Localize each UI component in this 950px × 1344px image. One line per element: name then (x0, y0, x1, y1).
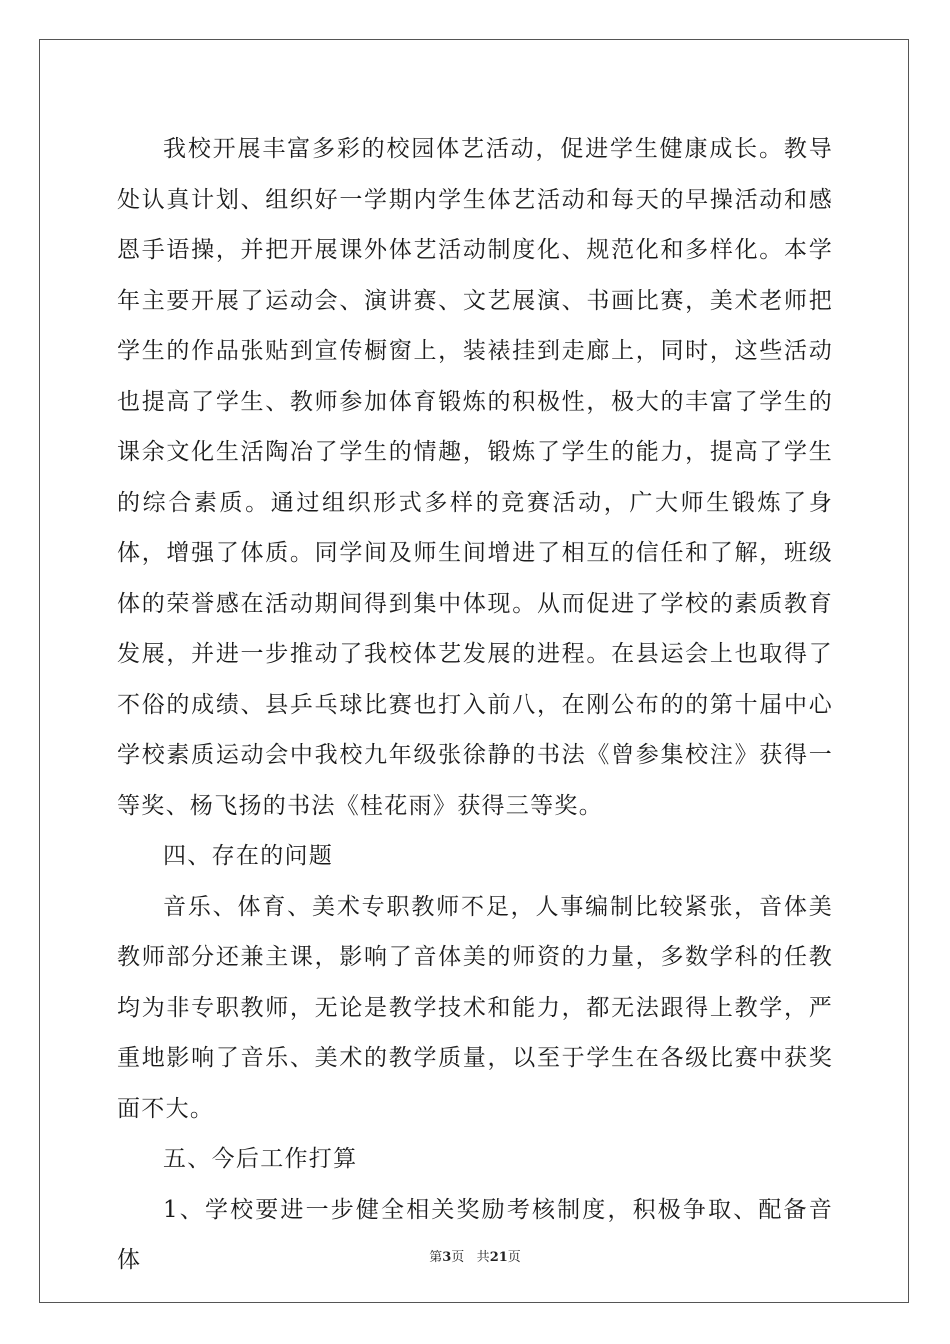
footer-prefix: 第 (429, 1250, 443, 1265)
footer-page-suffix: 页 (451, 1250, 465, 1265)
page-footer (0, 1246, 950, 1265)
document-body (117, 124, 833, 1286)
footer-total-pages: 21 (489, 1250, 508, 1265)
paragraph-activities: 我校开展丰富多彩的校园体艺活动，促进学生健康成长。教导处认真计划、组织好一学期内学生体艺活动和每天的早操活动和感恩手语操，并把开展课外体艺活动制度化、规范化和多样化。本学年主要开展了运动会、演讲赛、文艺展演、书画比赛，美术老师把学生的作品张贴到宣传橱窗上，装裱挂到走廊上，同时，这些活动也提高了学生、教师参加体育锻炼的积极性，极大的丰富了学生的课余文化生活陶冶了学生的情趣，锻炼了学生的能力，提高了学生的综合素质。通过组织形式多样的竞赛活动，广大师生锻炼了身体，增强了体质。同学间及师生间增进了相互的信任和了解，班级体的荣誉感在活动期间得到集中体现。从而促进了学校的素质教育发展，并进一步推动了我校体艺发展的进程。在县运会上也取得了不俗的成绩、县乒乓球比赛也打入前八，在刚公布的的第十届中心学校素质运动会中我校九年级张徐静的书法《曾参集校注》获得一等奖、杨飞扬的书法《桂花雨》获得三等奖。 (117, 136, 833, 819)
footer-total-suffix: 页 (507, 1250, 521, 1265)
heading-future-plans: 五、今后工作打算 (163, 1146, 358, 1172)
paragraph-plan-1: 1、学校要进一步健全相关奖励考核制度，积极争取、配备音体 (117, 1196, 833, 1273)
heading-problems: 四、存在的问题 (163, 843, 334, 869)
footer-total-prefix: 共 (476, 1250, 490, 1265)
footer-page-number: 3 (442, 1250, 452, 1265)
paragraph-problems: 音乐、体育、美术专职教师不足，人事编制比较紧张，音体美教师部分还兼主课，影响了音体美的师资的力量，多数学科的任教均为非专职教师，无论是教学技术和能力，都无法跟得上教学，严重地影响了音乐、美术的教学质量，以至于学生在各级比赛中获奖面不大。 (117, 893, 833, 1122)
